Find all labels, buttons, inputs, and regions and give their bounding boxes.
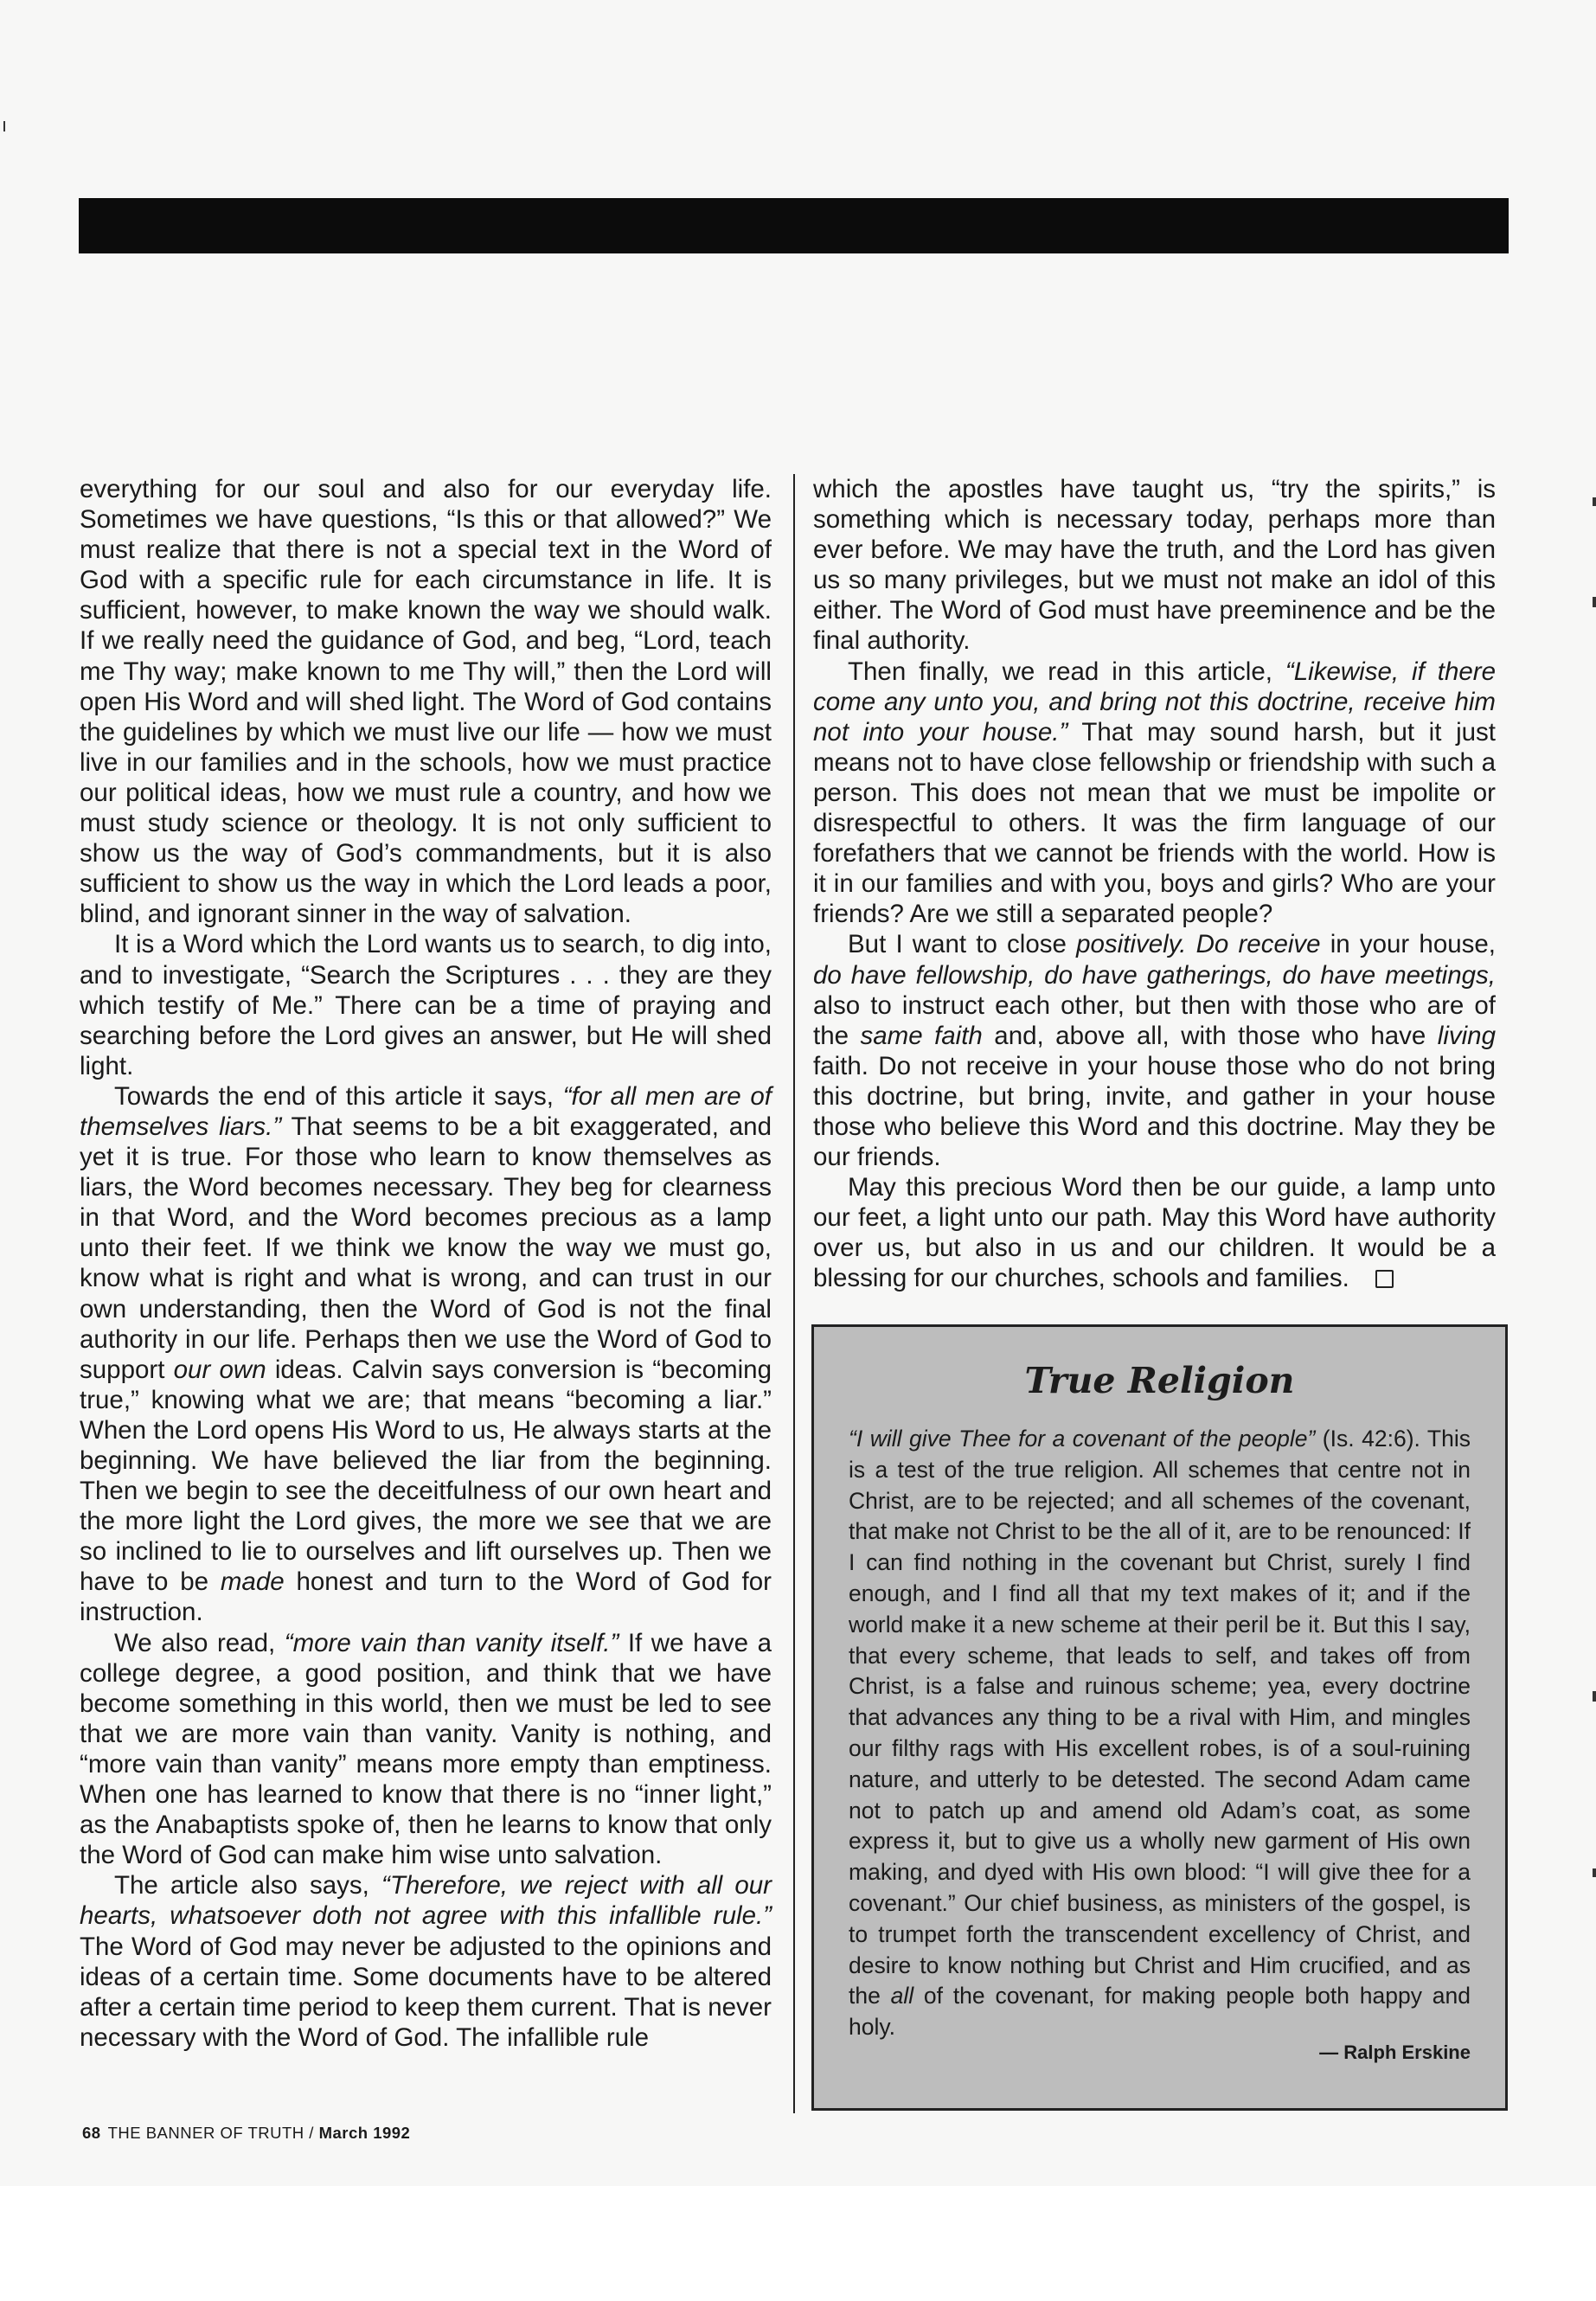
right-column [813,474,1496,1294]
page-number: 68 [82,2124,101,2142]
issue-date: March 1992 [318,2124,411,2142]
end-mark-icon [1375,1270,1394,1288]
page-footer [82,2124,410,2143]
column-divider [793,474,795,2113]
paragraph: But I want to close positively. Do receive in your house, do have fellowship, do have gatherings, do have meetings, also to instruct each other, but then with those who are of the same faith and, above all, with those who have living faith. Do not receive in your house those who do not bring this doctrine, but bring, invite, and gather in your house those who believe this Word and this doctrine. May they be our friends. [813,930,1496,1172]
sidebar-title: True Religion [1024,1360,1295,1401]
attribution: — Ralph Erskine [1319,2041,1471,2063]
margin-mark [1593,497,1596,506]
header-bar [79,198,1509,253]
paragraph: which the apostles have taught us, “try the spirits,” is something which is necessary today, perhaps more than ever before. We may have the truth, and the Lord has given us so many privileges, but we must not make an idol of this either. The Word of God must have preeminence and be the final authority. [813,475,1496,656]
margin-mark [1593,1868,1596,1877]
margin-mark [3,121,5,131]
paragraph: We also read, “more vain than vanity itself.” If we have a college degree, a good position, and think that we have become something in this world, then we must be led to see that we are more vain than vanity. Vanity is nothing, and “more vain than vanity” means more empty than emptiness. When one has learned to know that there is no “inner light,” as the Anabaptists spoke of, then he learns to know that only the Word of God can make him wise unto salvation. [80,1628,772,1870]
paragraph: May this precious Word then be our guide, a lamp unto our feet, a light unto our path. May this Word have authority over us, but also in us and our children. It would be a blessing for our churches, schools and families. [813,1173,1496,1293]
paragraph: It is a Word which the Lord wants us to search, to dig into, and to investigate, “Search the Scriptures . . . they are they which testify of Me.” There can be a time of praying and searching before the Lord gives an answer, but He will shed light. [80,930,772,1080]
sidebar-box [811,1324,1508,2111]
paragraph: Then finally, we read in this article, “Likewise, if there come any unto you, and bring not this doctrine, receive him not into your house.” That may sound harsh, but it just means not to have close fellowship or friendship with such a person. This does not mean that we must be impolite or disrespectful to others. It was the firm language of our forefathers that we cannot be friends with the world. How is it in our families and with you, boys and girls? Who are your friends? Are we still a separated people? [813,657,1496,929]
margin-mark [1593,1691,1596,1702]
left-column [80,474,772,2053]
paragraph: everything for our soul and also for our everyday life. Sometimes we have questions, “Is this or that allowed?” We must realize that there is not a special text in the Word of God with a specific rule for each circumstance in life. It is sufficient, however, to make known the way we should walk. If we really need the guidance of God, and beg, “Lord, teach me Thy way; make known to me Thy will,” then the Lord will open His Word and will shed light. The Word of God contains the guidelines by which we must live our life — how we must live in our families and in the schools, how we must practice our political ideas, how we must rule a country, and how we must study science or theology. It is not only sufficient to show us the way of God’s commandments, but it is also sufficient to show us the way in which the Lord leads a poor, blind, and ignorant sinner in the way of salvation. [80,475,772,929]
margin-mark [1593,597,1596,607]
publication-name: THE BANNER OF TRUTH / [107,2124,314,2142]
sidebar-text: “I will give Thee for a covenant of the people” (Is. 42:6). This is a test of the true religion. All schemes that centre not in Christ, are to be rejected; and all schemes of the covenant, that make not Christ to be the all of it, are to be renounced: If I can find nothing in the covenant but Christ, surely I find enough, and I find all that my text makes of it; and if the world make it a new scheme at their peril be it. But this I say, that every scheme, that leads to self, and takes off from Christ, is a false and ruinous scheme; yea, every doctrine that advances any thing to be a rival with Him, and mingles our filthy rags with His excellent robes, is of a soul-ruining nature, and utterly to be detested. The second Adam came not to patch up and amend old Adam’s coat, as some express it, but to give us a wholly new garment of His own making, and dyed with His own blood: “I will give thee for a covenant.” Our chief business, as ministers of the gospel, is to trumpet forth the transcendent excellency of Christ, and desire to know nothing but Christ and Him crucified, and as the all of the covenant, for making people both happy and holy. [849,1426,1471,2041]
paragraph: The article also says, “Therefore, we reject with all our hearts, whatsoever doth not agree with this infallible rule.” The Word of God may never be adjusted to the opinions and ideas of a certain time. Some documents have to be altered after a certain time period to keep them current. That is never necessary with the Word of God. The infallible rule [80,1871,772,2052]
paragraph: Towards the end of this article it says, “for all men are of themselves liars.” That seems to be a bit exaggerated, and yet it is true. For those who learn to know themselves as liars, the Word becomes necessary. They beg for clearness in that Word, and the Word becomes precious as a lamp unto their feet. If we think we know the way we must go, know what is right and what is wrong, and can trust in our own understanding, then the Word of God is not the final authority in our life. Perhaps then we use the Word of God to support our own ideas. Calvin says conversion is “becoming true,” knowing what we are; that means “becoming a liar.” When the Lord opens His Word to us, He always starts at the beginning. We have believed the liar from the beginning. Then we begin to see the deceitfulness of our own heart and the more light the Lord gives, the more we see that we are so inclined to lie to ourselves and lift ourselves up. Then we have to be made honest and turn to the Word of God for instruction. [80,1081,772,1627]
